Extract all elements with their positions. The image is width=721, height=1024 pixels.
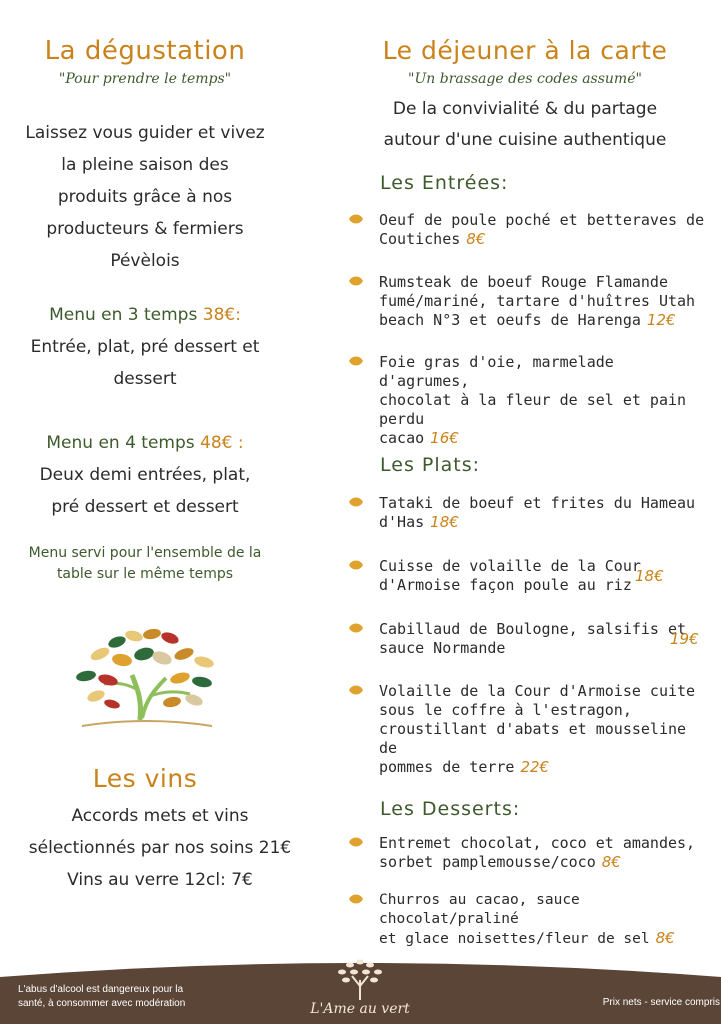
menu-item-text: Rumsteak de boeuf Rouge Flamande fumé/mariné, tartare d'huîtres Utah beach N°3 et oeufs de Harenga 12€: [379, 273, 696, 329]
intro-line: producteurs & fermiers: [46, 219, 244, 239]
menu-4-line: Deux demi entrées, plat,: [39, 465, 251, 485]
alcohol-warning-line: santé, à consommer avec modération: [18, 998, 186, 1009]
leaf-bullet-icon: [348, 496, 364, 508]
menu-item-text: Cuisse de volaille de la Cour d'Armoise façon poule au riz: [379, 557, 641, 594]
menu-note-line: Menu servi pour l'ensemble de la: [28, 545, 262, 561]
carte-intro-line: autour d'une cuisine authentique: [383, 130, 667, 150]
menu-3-price: 38€:: [202, 305, 241, 325]
menu-item-text: Oeuf de poule poché et betteraves de Coutiches 8€: [379, 211, 705, 248]
menu-item-price: 18€: [430, 513, 459, 531]
tree-logo-icon: [62, 620, 232, 735]
menu-item-price: 8€: [466, 230, 486, 248]
degustation-intro: [0, 117, 290, 277]
menu-item: [348, 620, 708, 658]
menu-item: [348, 273, 708, 330]
menu-3-label: Menu en 3 temps: [49, 305, 198, 325]
menu-3-block: [0, 299, 290, 395]
menu-3-line: Entrée, plat, pré dessert et: [30, 337, 260, 357]
menu-item-price: 22€: [520, 758, 550, 776]
carte-intro: [340, 94, 710, 156]
menu-note-line: table sur le même temps: [56, 566, 234, 582]
intro-line: la pleine saison des: [61, 155, 229, 175]
menu-note: [0, 543, 290, 585]
menu-4-price: 48€ :: [200, 433, 244, 453]
menu-item-text: Churros au cacao, sauce chocolat/praliné et glace noisettes/fleur de sel 8€: [379, 892, 675, 947]
menu-item-price: 12€: [646, 311, 676, 329]
menu-item-text: Entremet chocolat, coco et amandes, sorbet pamplemousse/coco 8€: [379, 834, 696, 871]
menu-item-text: Cabillaud de Boulogne, salsifis et sauce Normande: [379, 620, 687, 657]
menu-item-price: 8€: [655, 929, 675, 947]
leaf-bullet-icon: [348, 684, 364, 696]
intro-line: Laissez vous guider et vivez: [25, 123, 265, 143]
menu-item: [348, 211, 708, 249]
leaf-bullet-icon: [348, 622, 364, 634]
menu-3-heading: [0, 299, 290, 331]
menu-item: [348, 834, 708, 872]
leaf-bullet-icon: [348, 559, 364, 571]
wines-block: [0, 800, 320, 896]
menu-item-text: Tataki de boeuf et frites du Hameau d'Has 18€: [379, 494, 696, 531]
degustation-title: La dégustation: [44, 36, 246, 66]
menu-item-price: 16€: [430, 429, 459, 447]
wines-line: Accords mets et vins: [71, 806, 249, 826]
prices-note: Prix nets - service compris: [602, 997, 720, 1008]
degustation-subtitle: "Pour prendre le temps": [58, 71, 232, 87]
menu-4-line: pré dessert et dessert: [51, 497, 239, 517]
carte-intro-line: De la convivialité & du partage: [392, 99, 658, 119]
wines-line: sélectionnés par nos soins 21€: [28, 838, 292, 858]
carte-title: Le déjeuner à la carte: [382, 36, 668, 65]
menu-item-text: Volaille de la Cour d'Armoise cuite sous le coffre à l'estragon, croustillant d'abats et mousseline de pommes de terre 22€: [379, 682, 696, 776]
menu-4-label: Menu en 4 temps: [46, 433, 195, 453]
menu-4-heading: [0, 427, 290, 459]
menu-item: [348, 494, 708, 532]
starters-heading: Les Entrées:: [380, 172, 509, 194]
menu-3-line: dessert: [113, 369, 177, 389]
menu-item-price: 8€: [601, 853, 621, 871]
menu-item: [348, 353, 708, 448]
menu-item-text: Foie gras d'oie, marmelade d'agrumes, chocolat à la fleur de sel et pain perdu cacao 16€: [379, 353, 687, 447]
menu-4-block: [0, 427, 290, 523]
menu-item: [348, 891, 720, 949]
leaf-bullet-icon: [348, 213, 364, 225]
menu-item: [348, 682, 708, 777]
intro-line: produits grâce à nos: [57, 187, 233, 207]
wines-title: Les vins: [92, 764, 198, 793]
footer-tree-icon: [332, 956, 388, 1002]
alcohol-warning-line: L'abus d'alcool est dangereux pour la: [18, 984, 184, 995]
desserts-heading: Les Desserts:: [380, 798, 521, 820]
menu-item-price: 18€: [635, 567, 664, 585]
leaf-bullet-icon: [348, 893, 364, 905]
menu-item-price: 19€: [670, 630, 699, 648]
leaf-bullet-icon: [348, 355, 364, 367]
leaf-bullet-icon: [348, 275, 364, 287]
intro-line: Pévèlois: [110, 251, 180, 271]
brand-name: L'Ame au vert: [310, 1001, 410, 1017]
wines-line: Vins au verre 12cl: 7€: [67, 870, 253, 890]
alcohol-warning: [18, 983, 185, 1011]
carte-subtitle: "Un brassage des codes assumé": [408, 71, 642, 87]
menu-item: [348, 557, 708, 595]
leaf-bullet-icon: [348, 836, 364, 848]
mains-heading: Les Plats:: [380, 454, 481, 476]
